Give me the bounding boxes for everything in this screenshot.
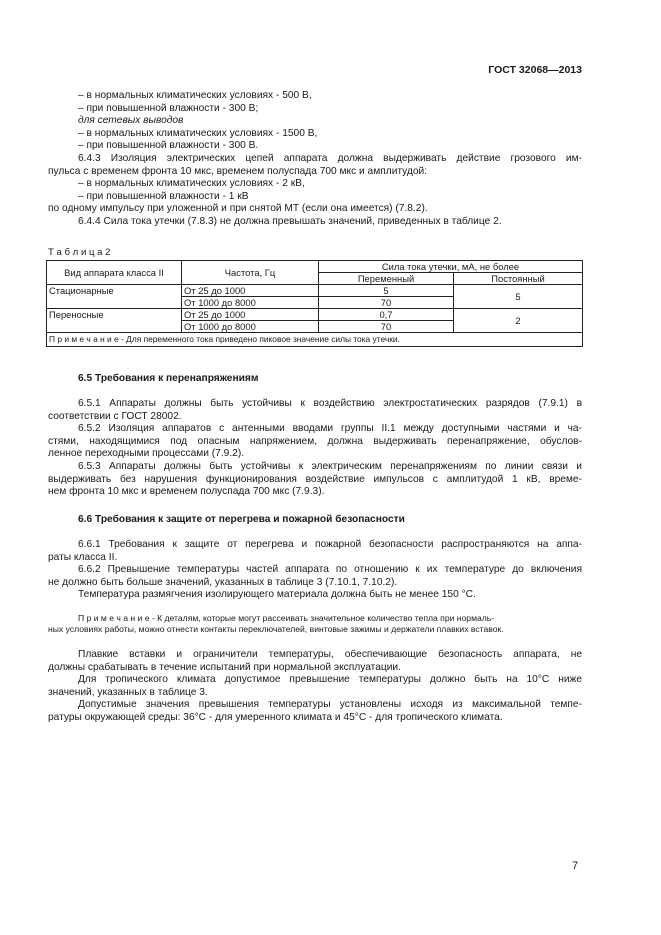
paragraph-line: стями, находящимися под опасным напряжением, должна выдерживать перенапряжение, обуслов- <box>48 435 582 447</box>
header-device-type: Вид аппарата класса II <box>47 261 182 285</box>
table-note-row <box>47 333 583 347</box>
note-text: - Для переменного тока приведено пиковое значение силы тока утечки. <box>118 334 400 344</box>
cell-device: Переносные <box>47 309 182 333</box>
cell-frequency: От 25 до 1000 <box>182 309 319 321</box>
note-text: - К деталям, которые могут рассеивать значительное количество тепла при нормаль- <box>149 613 495 623</box>
cell-ac: 5 <box>319 285 454 297</box>
list-item: – в нормальных климатических условиях - 500 В, <box>78 90 312 101</box>
header-frequency: Частота, Гц <box>182 261 319 285</box>
list-item: – в нормальных климатических условиях - 2 кВ, <box>78 178 305 190</box>
paragraph-line: ратуры окружающей среды: 36°С - для умеренного климата и 45°С - для тропического климата. <box>48 711 503 723</box>
note-label: П р и м е ч а н и е <box>49 334 119 344</box>
paragraph-line: по одному импульсу при уложенной и при снятой МТ (если она имеется) (7.8.2). <box>48 203 428 215</box>
table-caption: Т а б л и ц а 2 <box>48 247 111 258</box>
cell-dc: 2 <box>454 309 583 333</box>
paragraph-line: 6.5.3 Аппараты должны быть устойчивы к электрическим перенапряжениям по линии связи и <box>78 460 582 472</box>
section-65-body <box>48 398 582 499</box>
section-66-note <box>48 613 582 635</box>
section-65-title: 6.5 Требования к перенапряжениям <box>78 373 259 384</box>
page-number: 7 <box>572 860 579 872</box>
paragraph-line: 6.5.2 Изоляция аппаратов с антенными вводами группы II.1 между доступными частями и ча- <box>78 423 582 435</box>
table-row <box>47 309 583 321</box>
section-66-title: 6.6 Требования к защите от перегрева и пожарной безопасности <box>78 514 405 525</box>
cell-ac: 0,7 <box>319 309 454 321</box>
subheading: для сетевых выводов <box>78 115 184 127</box>
paragraph-line: Плавкие вставки и ограничители температуры, обеспечивающие безопасность аппарата, не <box>78 649 582 660</box>
cell-ac: 70 <box>319 321 454 333</box>
cell-dc: 5 <box>454 285 583 309</box>
paragraph-line: Допустимые значения превышения температуры установлены исходя из максимальной темпе- <box>78 699 582 711</box>
header-leakage-current: Сила тока утечки, мА, не более <box>319 261 583 273</box>
paragraph-line: 6.5.1 Аппараты должны быть устойчивы к воздействию электростатических разрядов (7.9.1) в <box>78 398 582 409</box>
section-66-body <box>48 539 582 602</box>
paragraph-line: соответствии с ГОСТ 28002. <box>48 410 182 422</box>
note-label: П р и м е ч а н и е <box>78 613 150 623</box>
paragraph-line: 6.6.1 Требования к защите от перегрева и пожарной безопасности распространяются на аппа- <box>78 539 582 550</box>
header-ac: Переменный <box>319 273 454 285</box>
list-item: – при повышенной влажности - 300 В. <box>78 140 259 152</box>
paragraph-line: значений, указанных в таблице 3. <box>48 686 208 698</box>
list-item: – при повышенной влажности - 1 кВ <box>78 190 249 202</box>
paragraph-line: ленное переходными процессами (7.9.2). <box>48 448 245 460</box>
table-2 <box>46 260 583 347</box>
note-text: ных условиях работы, можно отнести контакты переключателей, винтовые зажимы и держатели плавких вставок. <box>48 624 504 634</box>
cell-frequency: От 1000 до 8000 <box>182 297 319 309</box>
paragraph-643-line2: пульса с временем фронта 10 мкс, временем полуспада 700 мкс и амплитудой: <box>48 165 428 177</box>
paragraph-line: должны срабатывать в течение испытаний при нормальной эксплуатации. <box>48 661 401 673</box>
cell-frequency: От 25 до 1000 <box>182 285 319 297</box>
paragraph-line: Для тропического климата допустимое превышение температуры должно быть на 10°С ниже <box>78 674 582 686</box>
section-64-continuation <box>48 90 582 229</box>
paragraph-line: нем фронта 10 мкс и временем полуспада 700 мкс (7.9.3). <box>48 486 325 498</box>
section-66-body-continued <box>48 649 582 725</box>
cell-device: Стационарные <box>47 285 182 309</box>
paragraph-line: не должно быть больше значений, указанных в таблице 3 (7.10.1, 7.10.2). <box>48 576 398 588</box>
paragraph-line: выдерживать без нарушения функционирования воздействие импульсов с амплитудой 1 кВ, време- <box>48 473 582 485</box>
list-item: – в нормальных климатических условиях - 1500 В, <box>78 127 318 139</box>
paragraph-line: раты класса II. <box>48 551 118 563</box>
standard-header: ГОСТ 32068—2013 <box>488 64 582 76</box>
paragraph-644: 6.4.4 Сила тока утечки (7.8.3) не должна превышать значений, приведенных в таблице 2. <box>78 215 502 227</box>
cell-ac: 70 <box>319 297 454 309</box>
paragraph-line: 6.6.2 Превышение температуры частей аппарата по отношению к их температуре до включения <box>78 564 582 576</box>
list-item: – при повышенной влажности - 300 В; <box>78 102 259 114</box>
header-dc: Постоянный <box>454 273 583 285</box>
paragraph-643-line1: 6.4.3 Изоляция электрических цепей аппарата должна выдерживать действие грозового им- <box>78 152 582 164</box>
paragraph-line: Температура размягчения изолирующего материала должна быть не менее 150 °С. <box>78 589 476 601</box>
table-note <box>47 333 583 347</box>
cell-frequency: От 1000 до 8000 <box>182 321 319 333</box>
table-row <box>47 285 583 297</box>
